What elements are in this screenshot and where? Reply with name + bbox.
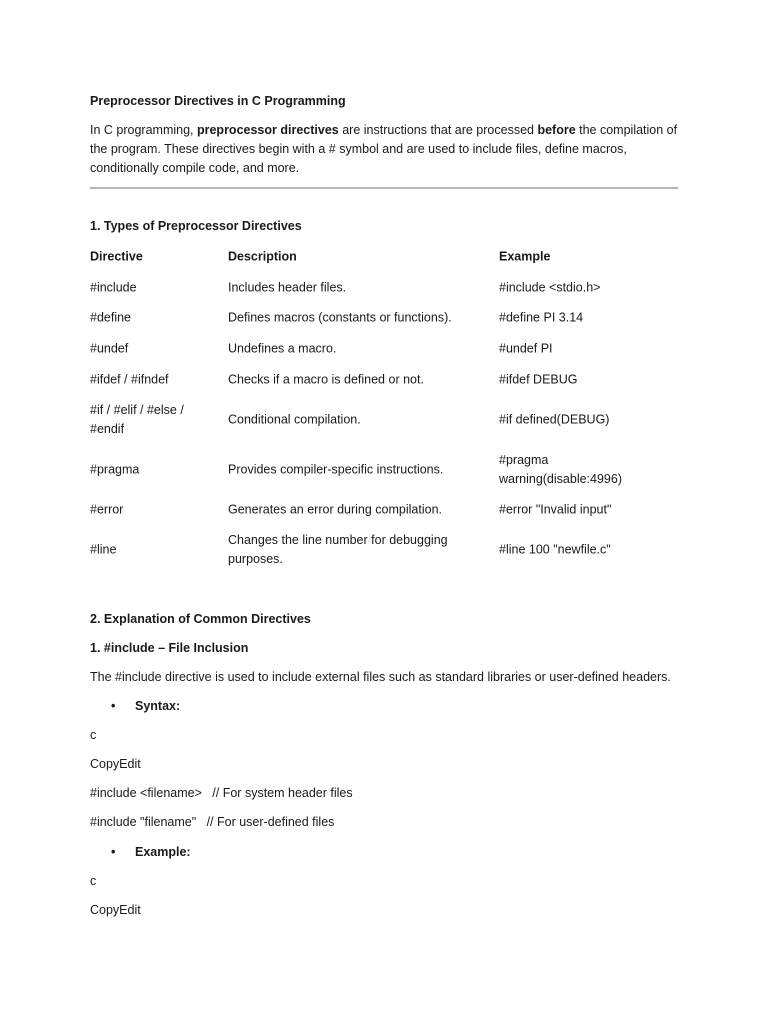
- table-cell-example: #include <stdio.h>: [499, 280, 601, 295]
- table-cell-example: #line 100 "newfile.c": [499, 542, 611, 557]
- table-cell-example: #undef PI: [499, 341, 553, 356]
- section-2-heading: 2. Explanation of Common Directives: [90, 612, 311, 626]
- table-cell-example: #ifdef DEBUG: [499, 372, 578, 387]
- section-1-heading: 1. Types of Preprocessor Directives: [90, 219, 302, 233]
- document-title: Preprocessor Directives in C Programming: [90, 94, 346, 108]
- horizontal-divider: [90, 187, 678, 189]
- table-cell-description: Includes header files.: [228, 280, 347, 295]
- intro-bold-2: before: [537, 123, 576, 137]
- code-language-label: c: [90, 728, 97, 742]
- table-cell-directive: #error: [90, 502, 124, 517]
- table-cell-example: #error "Invalid input": [499, 502, 612, 517]
- table-cell-directive: #if / #elif / #else / #endif: [90, 403, 184, 436]
- table-cell-directive: #line: [90, 542, 117, 557]
- bullet-icon: •: [111, 845, 116, 859]
- table-cell-description: Provides compiler-specific instructions.: [228, 462, 444, 477]
- table-cell-directive: #pragma: [90, 462, 140, 477]
- bullet-icon: •: [111, 699, 116, 713]
- table-cell-example: #define PI 3.14: [499, 310, 584, 325]
- table-cell-example: #if defined(DEBUG): [499, 412, 610, 427]
- table-cell-description: Conditional compilation.: [228, 412, 361, 427]
- table-header-example: Example: [499, 249, 551, 264]
- intro-text-2: are instructions that are processed: [338, 123, 538, 137]
- code-line: #include "filename" // For user-defined files: [90, 815, 335, 829]
- table-cell-description: Checks if a macro is defined or not.: [228, 372, 424, 387]
- table-cell-description: Generates an error during compilation.: [228, 502, 443, 517]
- copy-edit-label: CopyEdit: [90, 903, 141, 917]
- copy-edit-label: CopyEdit: [90, 757, 141, 771]
- table-cell-directive: #ifdef / #ifndef: [90, 372, 169, 387]
- table-cell-example: #pragma warning(disable:4996): [499, 453, 622, 486]
- example-bullet: [111, 845, 191, 859]
- table-cell-directive: #include: [90, 280, 137, 295]
- intro-paragraph: [90, 121, 680, 178]
- intro-text-1: In C programming,: [90, 123, 197, 137]
- table-cell-directive: #define: [90, 310, 132, 325]
- table-header-description: Description: [228, 249, 297, 264]
- table-cell-description: Defines macros (constants or functions).: [228, 310, 452, 325]
- code-language-label: c: [90, 874, 97, 888]
- table-cell-directive: #undef: [90, 341, 129, 356]
- example-label: Example:: [135, 845, 191, 859]
- subsection-include-heading: 1. #include – File Inclusion: [90, 641, 249, 655]
- table-cell-description: Changes the line number for debugging purposes.: [228, 533, 448, 566]
- table-header-directive: Directive: [90, 249, 143, 264]
- syntax-bullet: [111, 699, 181, 713]
- include-description: The #include directive is used to include external files such as standard libraries or user-defined headers.: [90, 670, 671, 684]
- table-cell-description: Undefines a macro.: [228, 341, 337, 356]
- code-line: #include <filename> // For system header files: [90, 786, 353, 800]
- intro-text-3: the compilation of the program. These directives begin with a # symbol and are used to include files, define macros, conditionally compile code, and more.: [90, 123, 678, 175]
- intro-bold-1: preprocessor directives: [196, 123, 339, 137]
- syntax-label: Syntax:: [135, 699, 181, 713]
